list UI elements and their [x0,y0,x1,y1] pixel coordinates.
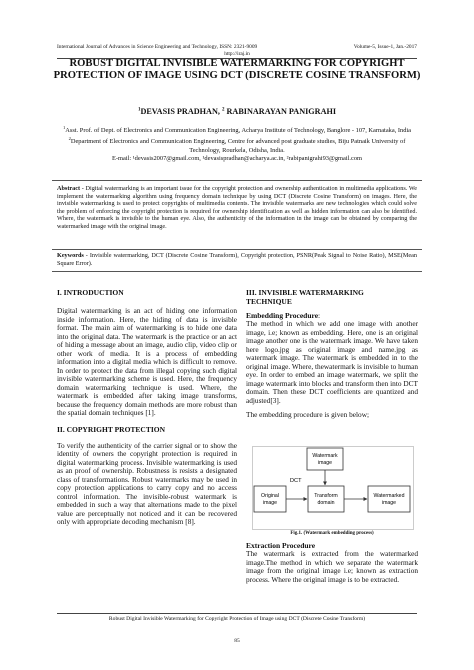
affiliation2-text: Department of Electronics and Communication Engineering, Centre for advanced post graduate studies, Biju Patnaik University of Technology, Rourkela, Odisha, India. [70,138,406,154]
email-line: E-mail: ¹devasis2007@gmail.com, ¹devasispradhan@acharya.ac.in, ²rabipanigrahi93@gmail.com [111,155,363,163]
figure-caption: Fig.1. (Watermark embedding process) [290,531,374,536]
paper-title: ROBUST DIGITAL INVISIBLE WATERMARKING FOR COPYRIGHT PROTECTION OF IMAGE USING DCT (DISCRETE COSINE TRANSFORM) [53,58,421,81]
footer-rule [57,613,417,614]
transform-box-label-1: Transform [314,493,338,499]
heading-line-2: TECHNIQUE [246,297,292,306]
embedding-diagram [252,446,414,530]
keywords-text: - Invisible watermarking, DCT (Discrete Cosine Transform), Copyright protection, PSNR(Peak Signal to Noise Ratio), MSE(Mean Square Error). [57,252,417,267]
invisible-watermarking-heading [246,288,418,306]
keywords-label: Keywords [57,252,84,259]
abstract-top-rule [52,180,422,181]
volume-header: Volume-5, Issue-1, Jan.-2017 [353,44,417,50]
left-column [57,288,237,527]
dct-label: DCT [290,478,302,484]
affiliations [62,124,412,163]
watermark-image-box [307,448,343,470]
author2-superscript: 2 [221,107,225,113]
copyright-text: To verify the authenticity of the carrier signal or to show the identity of owners the copyright protection is required in digital watermarking process. Invisible watermarking is used as an proof of ownership. Robustness is resists a designated class of transformations. Robust watermarks may be used in copy protection applications to carry copy and no access control information. The invisible-robust watermark is embedded in such a way that alternations made to the pixel value are perceptually not noticed and it can be recovered only with appropriate decoding mechanism [8]. [57,440,237,526]
original-image-box [254,486,286,512]
watermark-box-label-2: image [317,460,333,466]
page-number: 85 [234,638,240,644]
original-box-label-1: Original [261,493,279,499]
embedding-text: The method in which we add one image with another image, i.e; known as embedding. Here, one is an original image another one is the watermark image. We have taken here logo.jpg as original image and name.jpg as watermark image. The watermark is embedded in to the original image. Where, thewatermark is invisible to human eye. In order to embed an image watermark, we split the image watermark into blocks and transform then into DCT domain. Then these DCT coefficients are quantized and adjusted[3]. [246,319,418,405]
watermark-box-label-1: Watermark [312,453,338,459]
right-column [246,288,418,420]
introduction-heading: I. INTRODUCTION [57,288,124,297]
author1-name: DEVASIS PRADHAN, [140,107,222,116]
extraction-section [246,541,418,584]
journal-header: International Journal of Advances in Science Engineering and Technology, ISSN: 2321-9009 [57,44,258,50]
transform-domain-box [308,486,344,512]
embedding-heading-colon: : [318,311,321,320]
embedding-heading-text: Embedding Procedure [246,311,319,320]
keywords [57,252,417,267]
author-line [0,107,474,116]
abstract [57,185,417,231]
output-box-label-2: image [381,500,397,506]
original-box-label-2: image [262,500,278,506]
extraction-heading: Extraction Procedure [246,541,316,550]
abstract-text: - Digital watermarking is an important issue for the copyright protection and ownership authentication in multimedia applications. We implement the watermarking algorithm using frequency domain technique by using DCT (Discrete Cosine Transform) on images. Here, the invisible watermarking is used to protect copyrights of multimedia contents. The invisible watermarks are new technologies which could solve the problem of enforcing the copyright protection is required for ownership identification as well as hidden information can also be identified. Where, the watermark is invisible to the human eye. Also, the authenticity of the information in the image can be obtained by comparing the watermarked image with the original image. [57,185,417,230]
abstract-label: Abstract [57,185,81,192]
copyright-heading: II. COPYRIGHT PROTECTION [57,424,166,434]
affiliation2-superscript: 2 [68,136,71,142]
affiliation1-text: Asst. Prof. of Dept. of Electronics and Communication Engineering, Acharya Institute of Technology, Banglore - 107, Karnataka, India [65,127,412,135]
author1-superscript: 1 [137,107,141,113]
affiliation1-superscript: 1 [62,125,66,130]
extraction-text: The watermark is extracted from the watermarked image.The method in which we separate the watermark image from the original image i.e; known as extraction process. Where the original image is to be extracted. [246,549,418,584]
journal-url: http://iraj.in [224,51,250,57]
affiliation-1 [62,124,412,135]
abstract-bottom-rule [52,249,422,250]
author2-name: RABINARAYAN PANIGRAHI [224,107,337,116]
watermarked-image-box [368,486,410,512]
embedding-intro: The embedding procedure is given below; [246,410,369,419]
keywords-bottom-rule [52,271,422,272]
heading-line-1: III. INVISIBLE WATERMARKING [246,288,364,297]
output-box-label-1: Watermarked [373,493,405,499]
introduction-text: Digital watermarking is an act of hiding one information inside information. Here, the hiding of data is invisible format. The main aim of watermarking is to hide one data into the original data. The watermark is the practice or an act of hiding a message about an image, audio clip, video clip or other work of media. It is a process of embedding information into a digital media which is difficult to remove. In order to protect the data from illegal copying such digital invisible watermarking scheme is used. Here, the frequency domain watermarking technique is used. Where, the watermark is embedded after taking image transforms, because the frequency domain methods are more robust than the spatial domain techniques [1]. [57,306,237,417]
affiliation-2 [62,135,412,155]
footer-text: Robust Digital Invisible Watermarking for Copyright Protection of Image using DCT (Discrete Cosine Transform) [108,616,366,622]
transform-box-label-2: domain [317,500,335,506]
